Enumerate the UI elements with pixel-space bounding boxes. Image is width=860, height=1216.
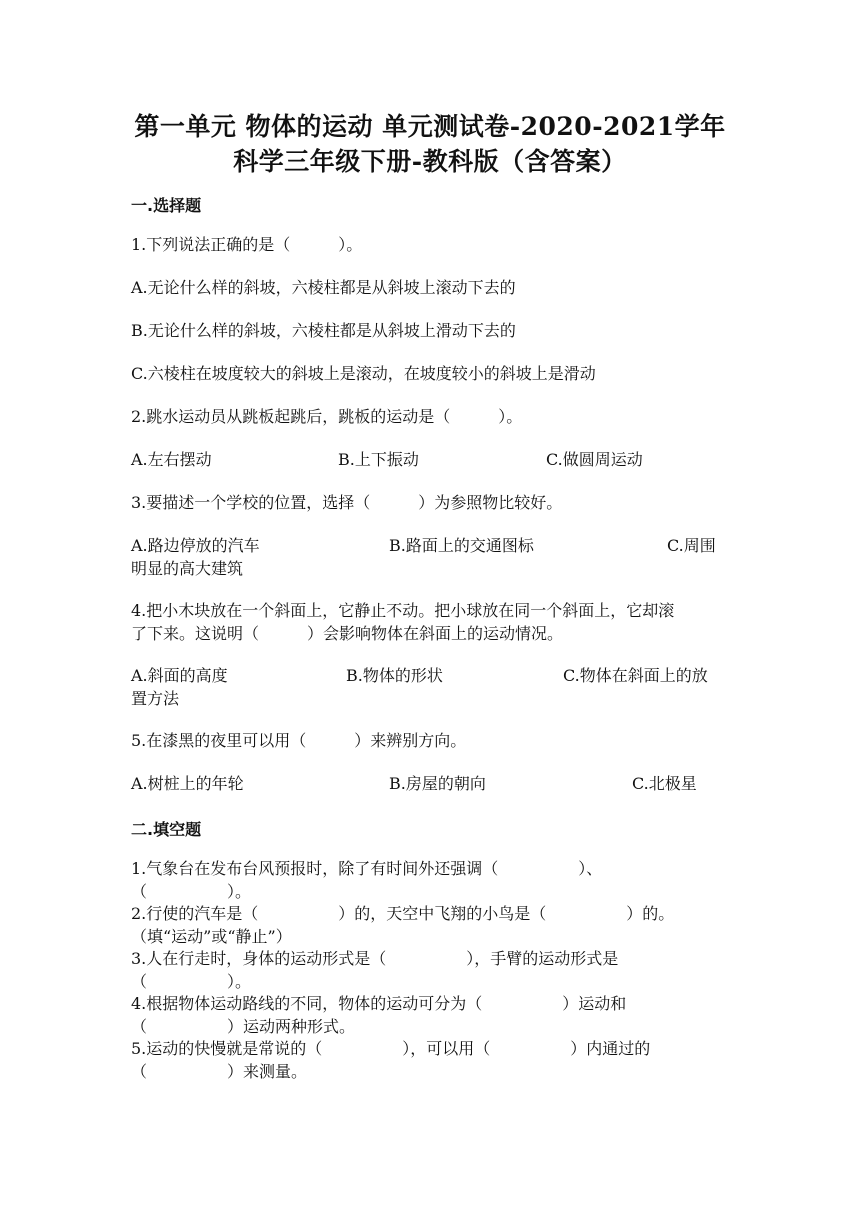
question-3-option-a: A.路边停放的汽车	[131, 536, 260, 555]
page-title-line-1: 第一单元 物体的运动 单元测试卷-2020-2021学年	[134, 112, 726, 141]
question-4-option-c: C.物体在斜面上的放	[563, 666, 708, 685]
fill-question-3-line-1: 3.人在行走时，身体的运动形式是（ ），手臂的运动形式是	[131, 949, 619, 968]
question-2-option-c: C.做圆周运动	[546, 450, 643, 469]
question-4-stem-line-2: 了下来。这说明（ ）会影响物体在斜面上的运动情况。	[131, 624, 564, 643]
fill-question-4-line-2: （ ）运动两种形式。	[131, 1017, 356, 1036]
question-3-option-c: C.周围	[667, 536, 716, 555]
question-5-stem: 5.在漆黑的夜里可以用（ ）来辨别方向。	[131, 731, 467, 750]
section-heading-choice: 一.选择题	[131, 196, 202, 215]
fill-question-3-line-2: （ ）。	[131, 972, 252, 991]
question-2-option-b: B.上下振动	[338, 450, 419, 469]
question-4-stem-line-1: 4.把小木块放在一个斜面上，它静止不动。把小球放在同一个斜面上，它却滚	[131, 601, 675, 620]
question-4-option-b: B.物体的形状	[346, 666, 443, 685]
question-3-stem: 3.要描述一个学校的位置，选择（ ）为参照物比较好。	[131, 493, 563, 512]
fill-question-2-line-1: 2.行使的汽车是（ ）的，天空中飞翔的小鸟是（ ）的。	[131, 904, 675, 923]
page-title-line-2: 科学三年级下册-教科版（含答案）	[233, 147, 627, 176]
question-5-option-b: B.房屋的朝向	[389, 774, 486, 793]
fill-question-1-line-2: （ ）。	[131, 882, 252, 901]
question-4-option-c-continued: 置方法	[131, 689, 180, 708]
fill-question-5-line-2: （ ）来测量。	[131, 1062, 308, 1081]
question-2-option-a: A.左右摆动	[131, 450, 212, 469]
question-4-option-a: A.斜面的高度	[131, 666, 228, 685]
question-5-option-c: C.北极星	[632, 774, 697, 793]
question-1-option-b: B.无论什么样的斜坡，六棱柱都是从斜坡上滑动下去的	[131, 321, 516, 340]
fill-question-4-line-1: 4.根据物体运动路线的不同，物体的运动可分为（ ）运动和	[131, 994, 627, 1013]
question-2-stem: 2.跳水运动员从跳板起跳后，跳板的运动是（ ）。	[131, 407, 523, 426]
fill-question-5-line-1: 5.运动的快慢就是常说的（ ），可以用（ ）内通过的	[131, 1039, 651, 1058]
section-heading-fill: 二.填空题	[131, 820, 202, 839]
fill-question-2-line-2: （填“运动”或“静止”）	[131, 927, 292, 946]
question-5-option-a: A.树桩上的年轮	[131, 774, 244, 793]
fill-question-1-line-1: 1.气象台在发布台风预报时，除了有时间外还强调（ ）、	[131, 859, 603, 878]
question-1-option-a: A.无论什么样的斜坡，六棱柱都是从斜坡上滚动下去的	[131, 278, 516, 297]
question-1-option-c: C.六棱柱在坡度较大的斜坡上是滚动，在坡度较小的斜坡上是滑动	[131, 364, 596, 383]
question-1-stem: 1.下列说法正确的是（ ）。	[131, 235, 363, 254]
question-3-option-c-continued: 明显的高大建筑	[131, 559, 244, 578]
question-3-option-b: B.路面上的交通图标	[389, 536, 534, 555]
